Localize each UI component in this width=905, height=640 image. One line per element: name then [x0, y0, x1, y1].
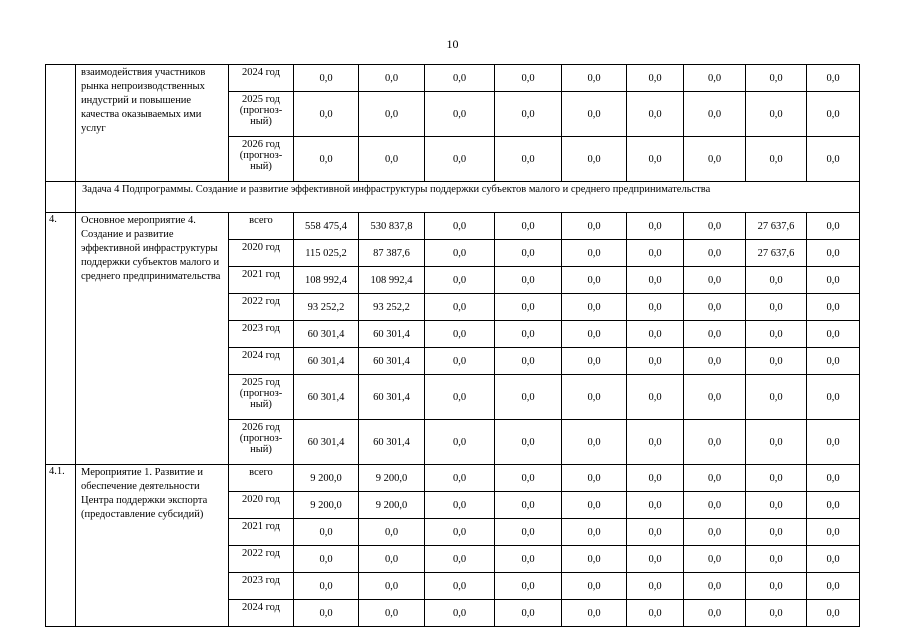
- amount-cell: 0,0: [684, 65, 746, 92]
- amount-cell: 0,0: [807, 375, 860, 420]
- amount-cell: 9 200,0: [294, 465, 359, 492]
- amount-cell: 0,0: [746, 92, 807, 137]
- amount-cell: 0,0: [746, 375, 807, 420]
- amount-cell: 0,0: [684, 600, 746, 627]
- amount-cell: 530 837,8: [359, 213, 425, 240]
- amount-cell: 60 301,4: [294, 321, 359, 348]
- amount-cell: 0,0: [425, 240, 495, 267]
- amount-cell: 0,0: [294, 546, 359, 573]
- amount-cell: 0,0: [359, 546, 425, 573]
- period-cell: 2026 год (прогноз-ный): [229, 420, 294, 465]
- amount-cell: 0,0: [359, 573, 425, 600]
- amount-cell: 0,0: [495, 492, 562, 519]
- task-row: [46, 182, 860, 213]
- period-cell: 2022 год: [229, 294, 294, 321]
- amount-cell: 0,0: [425, 375, 495, 420]
- amount-cell: 9 200,0: [294, 492, 359, 519]
- period-cell: 2021 год: [229, 267, 294, 294]
- amount-cell: 0,0: [495, 600, 562, 627]
- amount-cell: 0,0: [425, 321, 495, 348]
- amount-cell: 0,0: [294, 92, 359, 137]
- row-number: 4.: [46, 213, 76, 465]
- amount-cell: 558 475,4: [294, 213, 359, 240]
- amount-cell: 0,0: [627, 65, 684, 92]
- period-cell: 2023 год: [229, 573, 294, 600]
- amount-cell: 0,0: [627, 213, 684, 240]
- amount-cell: 0,0: [627, 294, 684, 321]
- amount-cell: 0,0: [746, 294, 807, 321]
- amount-cell: 0,0: [807, 267, 860, 294]
- table-row: [46, 213, 860, 240]
- amount-cell: 0,0: [746, 573, 807, 600]
- amount-cell: 0,0: [562, 213, 627, 240]
- amount-cell: 0,0: [746, 465, 807, 492]
- amount-cell: 0,0: [684, 137, 746, 182]
- table-row: [46, 465, 860, 492]
- amount-cell: 108 992,4: [294, 267, 359, 294]
- amount-cell: 0,0: [627, 321, 684, 348]
- amount-cell: 0,0: [684, 420, 746, 465]
- amount-cell: 0,0: [627, 267, 684, 294]
- amount-cell: 0,0: [495, 546, 562, 573]
- amount-cell: 0,0: [425, 546, 495, 573]
- amount-cell: 0,0: [746, 546, 807, 573]
- amount-cell: 0,0: [562, 600, 627, 627]
- amount-cell: 0,0: [627, 420, 684, 465]
- amount-cell: 0,0: [684, 348, 746, 375]
- measure-name: Основное мероприятие 4. Создание и развитие эффективной инфраструктуры поддержки субъектов малого и среднего предпринимательства: [76, 213, 229, 465]
- period-cell: 2024 год: [229, 348, 294, 375]
- amount-cell: 60 301,4: [294, 375, 359, 420]
- amount-cell: 0,0: [746, 348, 807, 375]
- task-number-cell: [46, 182, 76, 213]
- amount-cell: 0,0: [294, 573, 359, 600]
- period-cell: 2025 год (прогноз-ный): [229, 375, 294, 420]
- page-number: 10: [446, 37, 459, 51]
- budget-table: [45, 64, 860, 627]
- period-cell: 2025 год (прогноз-ный): [229, 92, 294, 137]
- amount-cell: 0,0: [807, 240, 860, 267]
- amount-cell: 27 637,6: [746, 213, 807, 240]
- period-cell: 2020 год: [229, 240, 294, 267]
- amount-cell: 0,0: [562, 294, 627, 321]
- period-cell: 2024 год: [229, 600, 294, 627]
- row-number: [46, 65, 76, 182]
- amount-cell: 0,0: [562, 420, 627, 465]
- amount-cell: 0,0: [807, 546, 860, 573]
- amount-cell: 0,0: [425, 92, 495, 137]
- amount-cell: 0,0: [684, 492, 746, 519]
- amount-cell: 0,0: [746, 267, 807, 294]
- period-cell: всего: [229, 213, 294, 240]
- amount-cell: 0,0: [746, 65, 807, 92]
- amount-cell: 60 301,4: [359, 321, 425, 348]
- amount-cell: 60 301,4: [359, 420, 425, 465]
- period-cell: 2026 год (прогноз-ный): [229, 137, 294, 182]
- amount-cell: 0,0: [425, 573, 495, 600]
- amount-cell: 0,0: [562, 375, 627, 420]
- period-cell: 2023 год: [229, 321, 294, 348]
- amount-cell: 0,0: [684, 213, 746, 240]
- amount-cell: 0,0: [495, 321, 562, 348]
- amount-cell: 27 637,6: [746, 240, 807, 267]
- amount-cell: 0,0: [495, 348, 562, 375]
- amount-cell: 0,0: [627, 240, 684, 267]
- amount-cell: 0,0: [807, 465, 860, 492]
- amount-cell: 0,0: [425, 465, 495, 492]
- amount-cell: 0,0: [746, 600, 807, 627]
- amount-cell: 0,0: [562, 573, 627, 600]
- amount-cell: 0,0: [425, 294, 495, 321]
- amount-cell: 0,0: [425, 267, 495, 294]
- period-cell: 2022 год: [229, 546, 294, 573]
- table-row: [46, 65, 860, 92]
- amount-cell: 0,0: [807, 213, 860, 240]
- amount-cell: 93 252,2: [294, 294, 359, 321]
- amount-cell: 0,0: [495, 92, 562, 137]
- amount-cell: 87 387,6: [359, 240, 425, 267]
- amount-cell: 0,0: [294, 519, 359, 546]
- amount-cell: 0,0: [627, 375, 684, 420]
- amount-cell: 0,0: [746, 321, 807, 348]
- amount-cell: 0,0: [807, 321, 860, 348]
- amount-cell: 0,0: [807, 600, 860, 627]
- amount-cell: 0,0: [627, 492, 684, 519]
- amount-cell: 0,0: [807, 294, 860, 321]
- amount-cell: 0,0: [495, 240, 562, 267]
- amount-cell: 0,0: [495, 465, 562, 492]
- amount-cell: 0,0: [495, 573, 562, 600]
- period-cell: всего: [229, 465, 294, 492]
- task-heading: Задача 4 Подпрограммы. Создание и развитие эффективной инфраструктуры поддержки субъектов малого и среднего предпринимательства: [76, 182, 860, 213]
- amount-cell: 0,0: [807, 492, 860, 519]
- amount-cell: 0,0: [495, 519, 562, 546]
- amount-cell: 0,0: [562, 348, 627, 375]
- amount-cell: 60 301,4: [294, 348, 359, 375]
- amount-cell: 0,0: [684, 465, 746, 492]
- measure-name: Мероприятие 1. Развитие и обеспечение деятельности Центра поддержки экспорта (предоставление субсидий): [76, 465, 229, 627]
- amount-cell: 0,0: [495, 65, 562, 92]
- amount-cell: 0,0: [807, 348, 860, 375]
- amount-cell: 93 252,2: [359, 294, 425, 321]
- amount-cell: 0,0: [359, 600, 425, 627]
- amount-cell: 0,0: [627, 519, 684, 546]
- amount-cell: 0,0: [627, 546, 684, 573]
- amount-cell: 0,0: [495, 375, 562, 420]
- amount-cell: 0,0: [746, 519, 807, 546]
- amount-cell: 0,0: [807, 92, 860, 137]
- measure-name: взаимодействия участников рынка непроизводственных индустрий и повышение качества оказываемых ими услуг: [76, 65, 229, 182]
- period-cell: 2020 год: [229, 492, 294, 519]
- amount-cell: 60 301,4: [359, 375, 425, 420]
- amount-cell: 0,0: [562, 137, 627, 182]
- amount-cell: 0,0: [746, 492, 807, 519]
- amount-cell: 0,0: [495, 420, 562, 465]
- amount-cell: 108 992,4: [359, 267, 425, 294]
- amount-cell: 0,0: [562, 240, 627, 267]
- amount-cell: 0,0: [425, 65, 495, 92]
- amount-cell: 0,0: [684, 321, 746, 348]
- amount-cell: 0,0: [627, 92, 684, 137]
- amount-cell: 0,0: [684, 546, 746, 573]
- amount-cell: 0,0: [359, 137, 425, 182]
- amount-cell: 0,0: [562, 92, 627, 137]
- amount-cell: 0,0: [684, 573, 746, 600]
- amount-cell: 0,0: [807, 573, 860, 600]
- amount-cell: 0,0: [359, 519, 425, 546]
- amount-cell: 0,0: [425, 519, 495, 546]
- amount-cell: 0,0: [684, 375, 746, 420]
- amount-cell: 0,0: [562, 492, 627, 519]
- amount-cell: 0,0: [425, 420, 495, 465]
- amount-cell: 0,0: [627, 137, 684, 182]
- amount-cell: 0,0: [684, 519, 746, 546]
- amount-cell: 0,0: [425, 600, 495, 627]
- amount-cell: 0,0: [627, 465, 684, 492]
- amount-cell: 0,0: [562, 546, 627, 573]
- row-number: 4.1.: [46, 465, 76, 627]
- amount-cell: 0,0: [627, 573, 684, 600]
- amount-cell: 0,0: [746, 137, 807, 182]
- amount-cell: 60 301,4: [359, 348, 425, 375]
- amount-cell: 9 200,0: [359, 492, 425, 519]
- amount-cell: 0,0: [294, 137, 359, 182]
- amount-cell: 0,0: [562, 465, 627, 492]
- amount-cell: 0,0: [684, 92, 746, 137]
- amount-cell: 0,0: [425, 137, 495, 182]
- amount-cell: 0,0: [807, 65, 860, 92]
- amount-cell: 0,0: [684, 294, 746, 321]
- amount-cell: 0,0: [359, 65, 425, 92]
- amount-cell: 115 025,2: [294, 240, 359, 267]
- amount-cell: 0,0: [495, 294, 562, 321]
- period-cell: 2021 год: [229, 519, 294, 546]
- amount-cell: 0,0: [684, 267, 746, 294]
- amount-cell: 0,0: [684, 240, 746, 267]
- amount-cell: 0,0: [562, 321, 627, 348]
- period-cell: 2024 год: [229, 65, 294, 92]
- amount-cell: 0,0: [425, 348, 495, 375]
- amount-cell: 0,0: [495, 137, 562, 182]
- amount-cell: 0,0: [807, 137, 860, 182]
- amount-cell: 0,0: [627, 348, 684, 375]
- amount-cell: 0,0: [627, 600, 684, 627]
- amount-cell: 60 301,4: [294, 420, 359, 465]
- amount-cell: 0,0: [359, 92, 425, 137]
- amount-cell: 0,0: [294, 600, 359, 627]
- amount-cell: 0,0: [807, 519, 860, 546]
- amount-cell: 0,0: [746, 420, 807, 465]
- amount-cell: 0,0: [294, 65, 359, 92]
- amount-cell: 0,0: [425, 492, 495, 519]
- amount-cell: 9 200,0: [359, 465, 425, 492]
- amount-cell: 0,0: [495, 267, 562, 294]
- amount-cell: 0,0: [425, 213, 495, 240]
- amount-cell: 0,0: [807, 420, 860, 465]
- amount-cell: 0,0: [562, 65, 627, 92]
- amount-cell: 0,0: [495, 213, 562, 240]
- amount-cell: 0,0: [562, 267, 627, 294]
- amount-cell: 0,0: [562, 519, 627, 546]
